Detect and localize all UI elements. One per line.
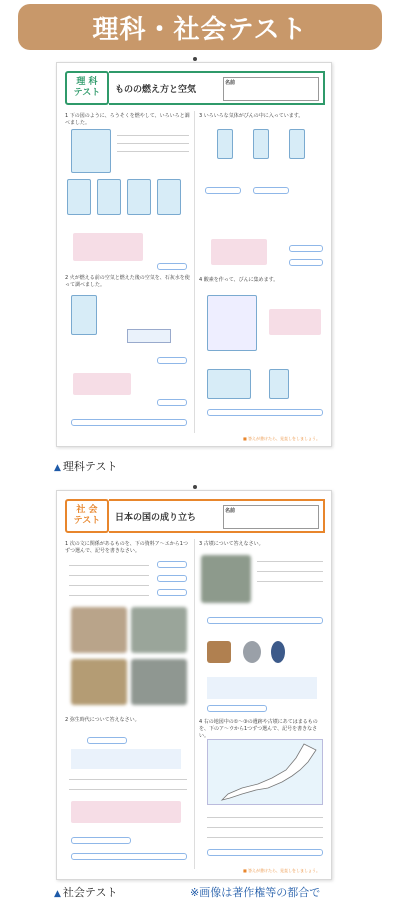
- answer-line: [257, 571, 323, 572]
- answer-line: [69, 789, 187, 790]
- choice-box: [207, 677, 317, 699]
- footer-note: [243, 867, 320, 874]
- answer-blank[interactable]: [207, 849, 323, 856]
- question-1: [65, 541, 191, 555]
- name-box: [223, 77, 319, 101]
- japan-map: [207, 739, 323, 805]
- answer-blank[interactable]: [207, 617, 323, 624]
- banner-title: 理科・社会テスト: [92, 14, 308, 45]
- sheet-title-box: [109, 71, 325, 105]
- answer-line: [69, 779, 187, 780]
- blurred-image: [201, 555, 251, 603]
- sheet-dot: [193, 57, 197, 61]
- oxygen-apparatus-illustration: [207, 295, 257, 351]
- question-1: [65, 113, 191, 127]
- copyright-notice-text: ※画像は著作権等の都合で: [190, 886, 321, 899]
- gas-jar-illustration: [253, 129, 269, 159]
- magatama-illustration: [271, 641, 285, 663]
- question-4-text: 4 酸素を作って、びんに集めます。: [199, 277, 279, 283]
- bottle-illustration: [269, 369, 289, 399]
- footer-note-text: ■ 答えが書けたら、見直しをしましょう。: [243, 868, 321, 873]
- answer-blank[interactable]: [157, 357, 187, 364]
- choice-box: [211, 239, 267, 265]
- subject-label-2: テスト: [73, 516, 101, 526]
- question-4: [199, 277, 325, 284]
- answer-line: [117, 151, 189, 152]
- sheet-header: [65, 499, 325, 533]
- footer-note: [243, 435, 320, 442]
- question-2-text: 2 弥生時代について答えなさい。: [65, 717, 140, 723]
- answer-line: [117, 135, 189, 136]
- footer-note-text: ■ 答えが書けたら、見直しをしましょう。: [243, 436, 321, 441]
- question-2: [65, 717, 191, 724]
- subject-label-2: テスト: [73, 88, 101, 98]
- name-label: 名前: [225, 80, 236, 86]
- subject-label-1: 理 科: [76, 77, 98, 87]
- answer-blank[interactable]: [207, 409, 323, 416]
- blurred-image: [131, 607, 187, 653]
- jar-illustration: [127, 179, 151, 215]
- answer-blank[interactable]: [71, 419, 187, 426]
- answer-blank[interactable]: [71, 853, 187, 860]
- water-tank-illustration: [207, 369, 251, 399]
- question-3-text: 3 いろいろな気体がびんの中に入っています。: [199, 113, 304, 119]
- copyright-notice: [190, 884, 320, 900]
- answer-blank[interactable]: [207, 705, 267, 712]
- answer-line: [207, 837, 323, 838]
- answer-blank[interactable]: [87, 737, 127, 744]
- answer-blank[interactable]: [253, 187, 289, 194]
- blurred-image: [71, 659, 127, 705]
- name-box: [223, 505, 319, 529]
- social-caption-text: 社会テスト: [62, 886, 118, 899]
- question-3: [199, 541, 325, 548]
- jar-illustration: [157, 179, 181, 215]
- gas-jar-illustration: [289, 129, 305, 159]
- jar-illustration: [97, 179, 121, 215]
- haniwa-house-illustration: [207, 641, 231, 663]
- choice-box: [71, 801, 181, 823]
- answer-blank[interactable]: [71, 837, 131, 844]
- page-banner: [18, 4, 382, 50]
- question-3-text: 3 古墳について答えなさい。: [199, 541, 264, 547]
- choice-box: [269, 309, 321, 335]
- subject-badge: [65, 71, 109, 105]
- answer-line: [207, 817, 323, 818]
- jar-illustration: [67, 179, 91, 215]
- triangle-icon: ▲: [54, 463, 61, 473]
- answer-line: [257, 581, 323, 582]
- sheet-title-box: [109, 499, 325, 533]
- gas-meter: [127, 329, 171, 343]
- question-2: [65, 275, 191, 289]
- answer-line: [117, 143, 189, 144]
- sheet-header: [65, 71, 325, 105]
- answer-blank[interactable]: [157, 263, 187, 270]
- answer-blank[interactable]: [157, 399, 187, 406]
- subject-label-1: 社 会: [76, 505, 98, 515]
- science-test-sheet[interactable]: [56, 62, 332, 447]
- answer-line: [69, 575, 149, 576]
- choice-box: [71, 749, 181, 769]
- triangle-icon: ▲: [54, 889, 61, 899]
- question-3: [199, 113, 325, 120]
- answer-line: [69, 595, 149, 596]
- sheet-title: ものの燃え方と空気: [115, 84, 197, 95]
- name-label: 名前: [225, 508, 236, 514]
- answer-blank[interactable]: [205, 187, 241, 194]
- social-test-sheet[interactable]: [56, 490, 332, 880]
- question-1-text: 1 次の文に関係があるものを、下の資料ア～エから1つずつ選んで、記号を書きなさい。: [65, 541, 188, 554]
- choice-box: [73, 233, 143, 261]
- answer-line: [69, 565, 149, 566]
- blurred-image: [71, 607, 127, 653]
- bottle-illustration: [71, 295, 97, 335]
- subject-badge: [65, 499, 109, 533]
- science-caption-text: 理科テスト: [62, 460, 118, 473]
- choice-box: [73, 373, 131, 395]
- question-1-text: 1 下の図のように、ろうそくを燃やして、いろいろと調べました。: [65, 113, 190, 126]
- answer-blank[interactable]: [157, 589, 187, 596]
- social-caption: [54, 884, 117, 900]
- japan-map-shape: [208, 740, 324, 806]
- answer-line: [257, 561, 323, 562]
- answer-blank[interactable]: [289, 245, 323, 252]
- column-divider: [194, 111, 195, 433]
- blurred-image: [131, 659, 187, 705]
- science-caption: [54, 458, 117, 474]
- question-4: [199, 719, 325, 740]
- answer-blank[interactable]: [157, 561, 187, 568]
- mirror-illustration: [243, 641, 261, 663]
- column-divider: [194, 539, 195, 869]
- answer-line: [207, 827, 323, 828]
- sheet-title: 日本の国の成り立ち: [115, 512, 197, 523]
- answer-blank[interactable]: [289, 259, 323, 266]
- question-2-text: 2 火が燃える前の空気と燃えた後の空気を、石灰水を使って調べました。: [65, 275, 190, 288]
- answer-line: [69, 585, 149, 586]
- candle-jar-illustration: [71, 129, 111, 173]
- sheet-dot: [193, 485, 197, 489]
- gas-jar-illustration: [217, 129, 233, 159]
- question-4-text: 4 右の地図中の①～③の遺跡や古墳にあてはまるものを、下のア～ウから1つずつ選んで、記号を書きなさい。: [199, 719, 318, 739]
- answer-blank[interactable]: [157, 575, 187, 582]
